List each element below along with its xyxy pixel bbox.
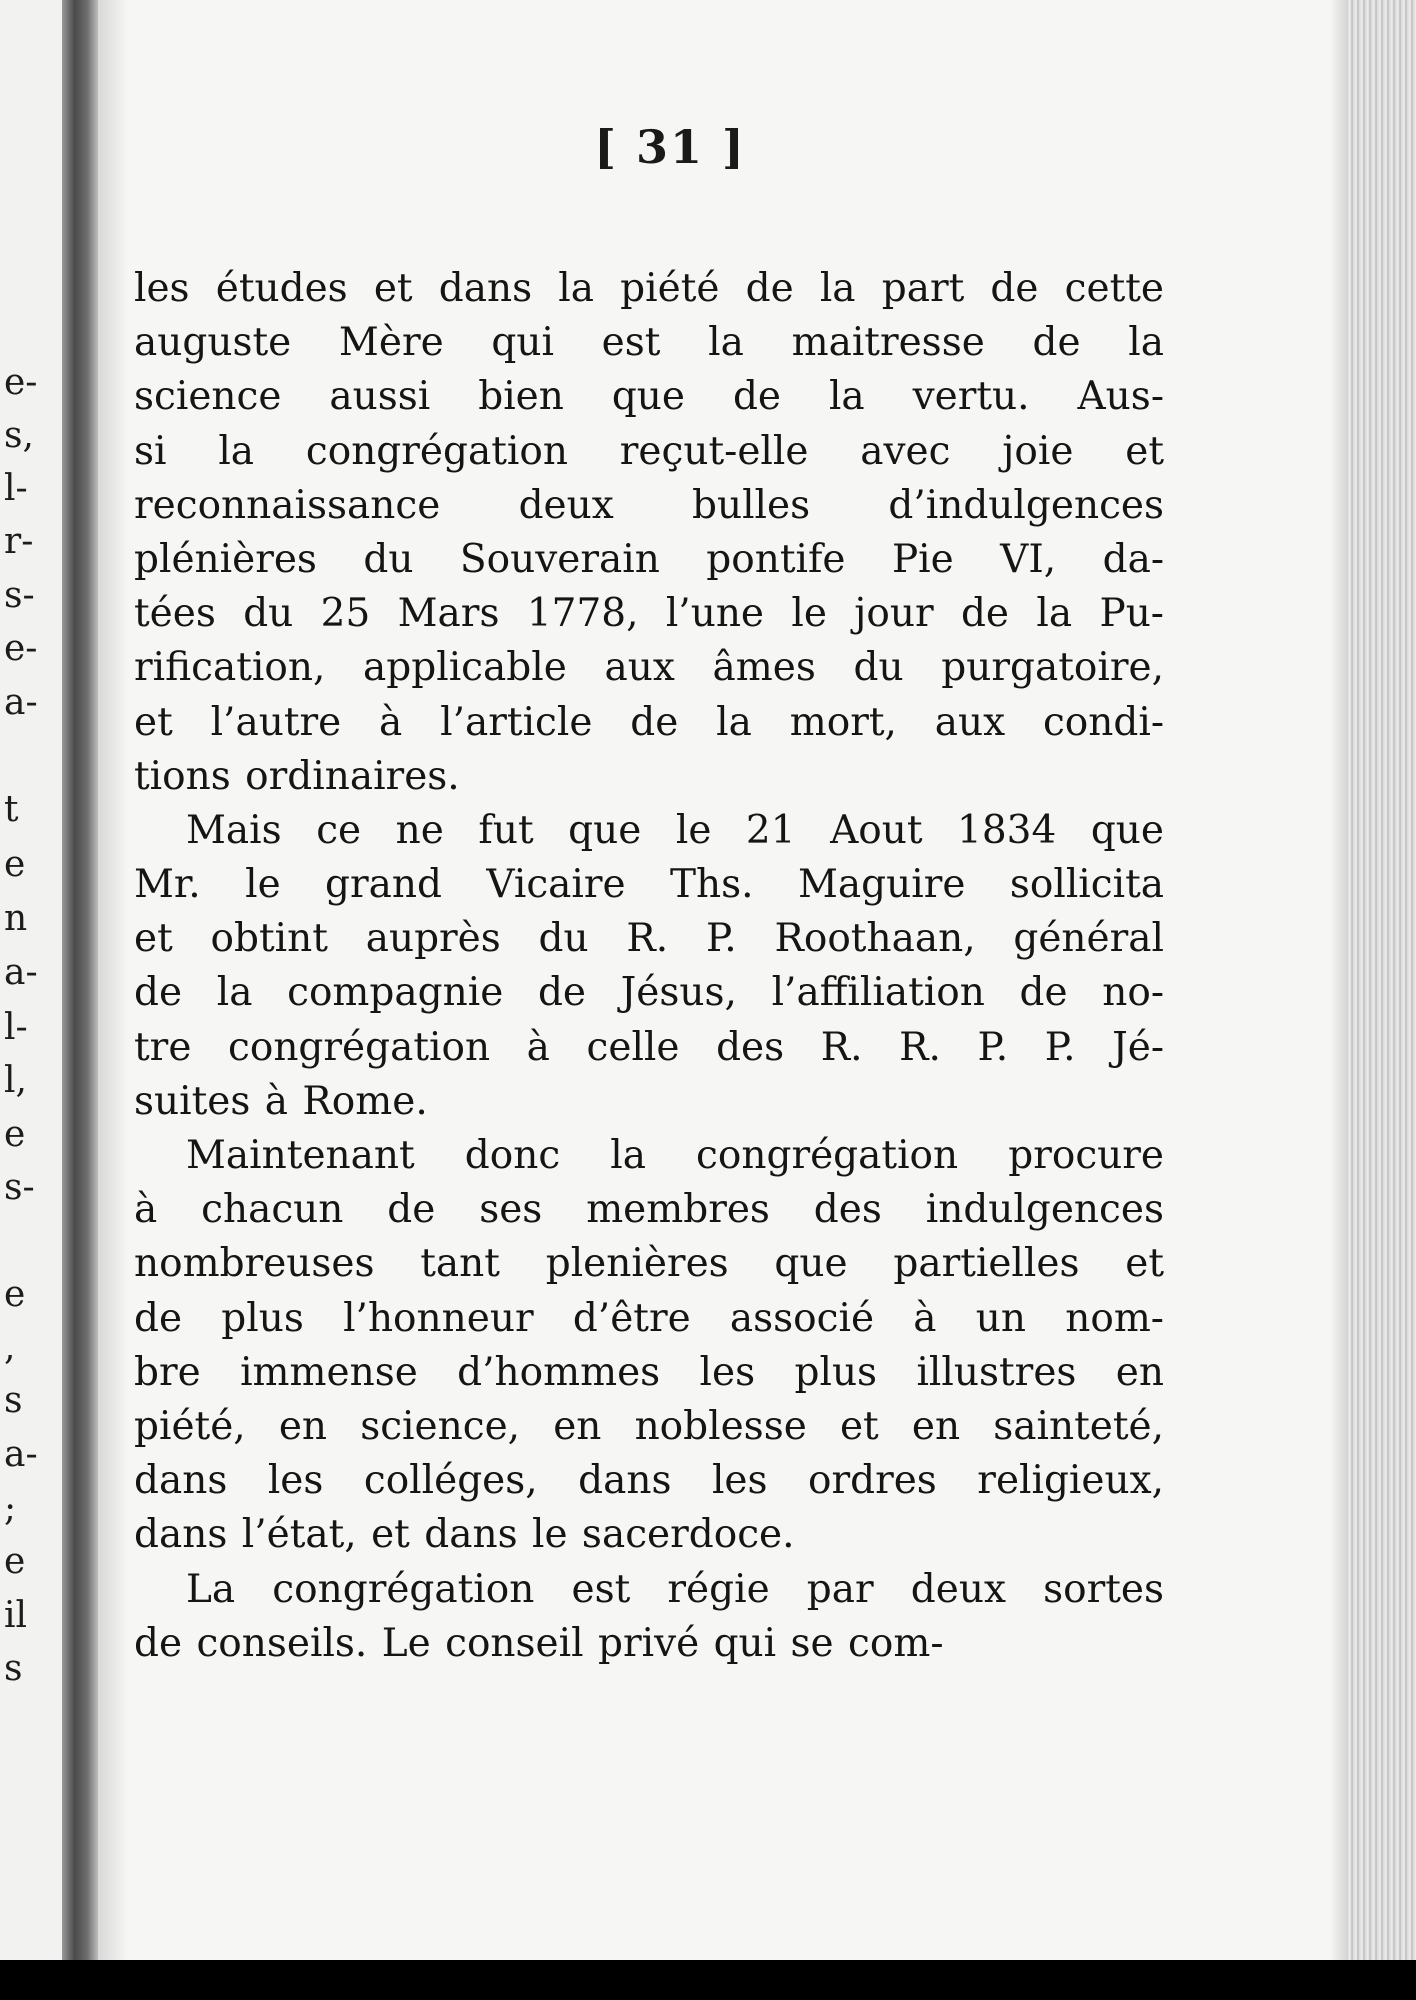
facing-page-fragment: e- xyxy=(4,628,38,669)
facing-page-fragment: n xyxy=(4,898,28,939)
body-text xyxy=(134,262,1164,1671)
facing-page-fragment: s xyxy=(4,1648,23,1689)
facing-page-fragment: e xyxy=(4,1114,26,1155)
facing-page-fragment: e xyxy=(4,1274,26,1315)
facing-page-fragment: l- xyxy=(4,1007,28,1048)
facing-page-fragment: e- xyxy=(4,362,38,403)
text-line: à chacun de ses membres des indulgences xyxy=(134,1187,1164,1233)
text-line: science aussi bien que de la vertu. Aus- xyxy=(134,374,1164,420)
text-line: et obtint auprès du R. P. Roothaan, général xyxy=(134,916,1164,962)
facing-page-fragment: s xyxy=(4,1380,23,1421)
facing-page-fragment: l- xyxy=(4,468,28,509)
text-line: auguste Mère qui est la maitresse de la xyxy=(134,320,1164,366)
text-line: suites à Rome. xyxy=(134,1078,428,1124)
text-line: Mr. le grand Vicaire Ths. Maguire sollicita xyxy=(134,862,1164,908)
facing-page-text-fragments xyxy=(0,0,62,1960)
text-line: plénières du Souverain pontife Pie VI, da- xyxy=(134,536,1164,582)
text-line: La congrégation est régie par deux sortes xyxy=(186,1566,1164,1612)
facing-page-fragment: s- xyxy=(4,1167,35,1208)
facing-page-edge xyxy=(0,0,62,1960)
text-line: les études et dans la piété de la part de cette xyxy=(134,266,1164,311)
book-gutter xyxy=(62,0,98,1960)
text-line: bre immense d’hommes les plus illustres en xyxy=(134,1349,1164,1395)
text-line: Mais ce ne fut que le 21 Aout 1834 que xyxy=(186,807,1164,853)
facing-page-fragment: a- xyxy=(4,682,38,723)
text-line: tées du 25 Mars 1778, l’une le jour de la Pu- xyxy=(134,591,1164,637)
text-line: si la congrégation reçut-elle avec joie et xyxy=(134,428,1164,474)
text-line: rification, applicable aux âmes du purgatoire, xyxy=(134,645,1164,691)
text-line: de conseils. Le conseil privé qui se com- xyxy=(134,1620,944,1666)
gutter-shadow xyxy=(98,0,128,1960)
text-line: de plus l’honneur d’être associé à un nom- xyxy=(134,1295,1164,1341)
stacked-page-edges xyxy=(1348,0,1416,1960)
text-line: reconnaissance deux bulles d’indulgences xyxy=(134,482,1164,528)
facing-page-fragment: a- xyxy=(4,952,38,993)
facing-page-fragment: e xyxy=(4,1541,26,1582)
text-line: Maintenant donc la congrégation procure xyxy=(186,1133,1164,1178)
paragraph xyxy=(134,1129,1164,1563)
text-line: tions ordinaires. xyxy=(134,753,460,799)
facing-page-fragment: t xyxy=(4,789,19,830)
facing-page-fragment: s, xyxy=(4,415,34,456)
facing-page-fragment: s- xyxy=(4,575,35,616)
facing-page-fragment: l, xyxy=(4,1060,27,1101)
facing-page-fragment: il xyxy=(4,1595,28,1636)
facing-page-fragment: ; xyxy=(4,1488,17,1529)
paragraph xyxy=(134,1563,1164,1671)
page-edge-shade xyxy=(1330,0,1350,1960)
facing-page-fragment: a- xyxy=(4,1434,38,1475)
text-line: dans l’état, et dans le sacerdoce. xyxy=(134,1512,795,1558)
scan-border xyxy=(0,1960,1416,2000)
text-line: piété, en science, en noblesse et en sainteté, xyxy=(134,1403,1164,1449)
facing-page-fragment: e xyxy=(4,844,26,885)
text-line: de la compagnie de Jésus, l’affiliation de no- xyxy=(134,970,1164,1016)
text-line: et l’autre à l’article de la mort, aux condi- xyxy=(134,699,1164,745)
paragraph xyxy=(134,262,1164,804)
facing-page-fragment: r- xyxy=(4,521,34,562)
paragraph xyxy=(134,804,1164,1129)
text-line: dans les colléges, dans les ordres religieux, xyxy=(134,1458,1164,1504)
text-line: tre congrégation à celle des R. R. P. P. Jé- xyxy=(134,1024,1164,1070)
facing-page-fragment: , xyxy=(4,1327,16,1368)
page-number: [ 31 ] xyxy=(594,120,746,174)
text-line: nombreuses tant plenières que partielles et xyxy=(134,1241,1164,1287)
